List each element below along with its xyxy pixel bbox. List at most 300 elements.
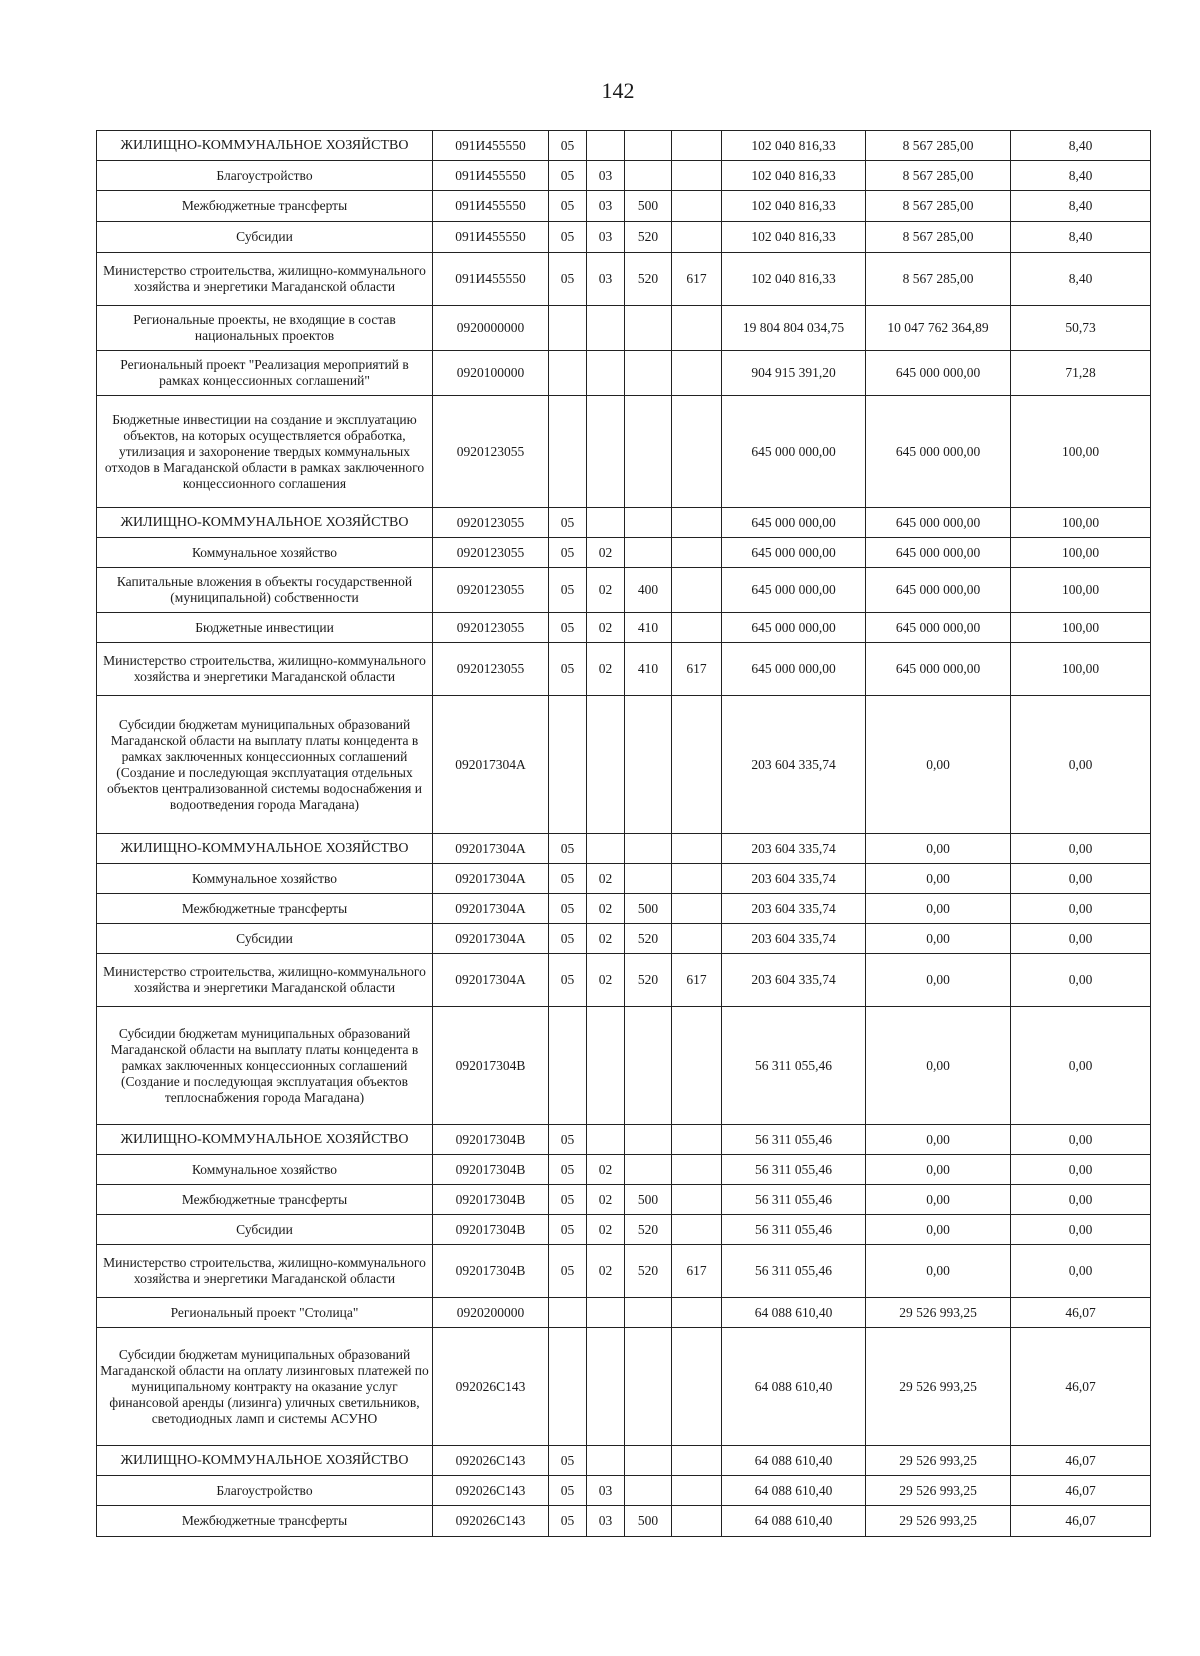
planned-amount: 102 040 816,33 (722, 161, 866, 191)
expense-type-code (625, 1155, 672, 1185)
planned-amount: 645 000 000,00 (722, 396, 866, 508)
executed-amount: 10 047 762 364,89 (866, 306, 1011, 351)
target-article-code: 091И455550 (433, 222, 549, 253)
section-code: 05 (549, 613, 587, 643)
administrator-code (672, 1125, 722, 1155)
execution-percent: 0,00 (1011, 834, 1151, 864)
section-code: 05 (549, 894, 587, 924)
executed-amount: 0,00 (866, 1245, 1011, 1298)
table-row (97, 954, 1151, 1007)
target-article-code: 092026С143 (433, 1328, 549, 1446)
execution-percent: 0,00 (1011, 1125, 1151, 1155)
subsection-code (587, 131, 625, 161)
executed-amount: 8 567 285,00 (866, 191, 1011, 222)
section-code: 05 (549, 1125, 587, 1155)
table-row (97, 538, 1151, 568)
administrator-code (672, 1298, 722, 1328)
table-row (97, 191, 1151, 222)
expense-type-code (625, 1476, 672, 1506)
expense-type-code (625, 508, 672, 538)
target-article-code: 091И455550 (433, 253, 549, 306)
executed-amount: 0,00 (866, 1155, 1011, 1185)
table-row (97, 1125, 1151, 1155)
subsection-code (587, 306, 625, 351)
table-row (97, 1298, 1151, 1328)
row-name: Министерство строительства, жилищно-коммунального хозяйства и энергетики Магаданской области (97, 253, 433, 306)
executed-amount: 0,00 (866, 834, 1011, 864)
planned-amount: 203 604 335,74 (722, 894, 866, 924)
administrator-code (672, 222, 722, 253)
execution-percent: 100,00 (1011, 508, 1151, 538)
planned-amount: 56 311 055,46 (722, 1155, 866, 1185)
target-article-code: 0920123055 (433, 508, 549, 538)
execution-percent: 0,00 (1011, 924, 1151, 954)
expense-type-code (625, 1298, 672, 1328)
subsection-code (587, 1328, 625, 1446)
planned-amount: 56 311 055,46 (722, 1215, 866, 1245)
subsection-code: 02 (587, 954, 625, 1007)
section-code: 05 (549, 1215, 587, 1245)
table-row (97, 643, 1151, 696)
section-code: 05 (549, 924, 587, 954)
administrator-code (672, 538, 722, 568)
administrator-code (672, 1506, 722, 1537)
table-row (97, 568, 1151, 613)
table-row (97, 1215, 1151, 1245)
table-row (97, 1155, 1151, 1185)
table-row (97, 1476, 1151, 1506)
row-name: Министерство строительства, жилищно-коммунального хозяйства и энергетики Магаданской области (97, 1245, 433, 1298)
table-row (97, 1245, 1151, 1298)
section-code (549, 1298, 587, 1328)
target-article-code: 092017304В (433, 1215, 549, 1245)
administrator-code (672, 696, 722, 834)
page-number: 142 (601, 78, 635, 103)
administrator-code (672, 191, 722, 222)
expense-type-code (625, 538, 672, 568)
row-name: Региональный проект "Столица" (97, 1298, 433, 1328)
execution-percent: 0,00 (1011, 1185, 1151, 1215)
expense-type-code: 520 (625, 222, 672, 253)
section-code (549, 696, 587, 834)
row-name: Субсидии (97, 222, 433, 253)
executed-amount: 8 567 285,00 (866, 161, 1011, 191)
subsection-code (587, 1298, 625, 1328)
row-name: Бюджетные инвестиции (97, 613, 433, 643)
target-article-code: 092017304А (433, 864, 549, 894)
row-name: Межбюджетные трансферты (97, 191, 433, 222)
expense-type-code: 520 (625, 1215, 672, 1245)
planned-amount: 645 000 000,00 (722, 613, 866, 643)
execution-percent: 0,00 (1011, 1215, 1151, 1245)
executed-amount: 8 567 285,00 (866, 253, 1011, 306)
execution-percent: 50,73 (1011, 306, 1151, 351)
row-name: Благоустройство (97, 161, 433, 191)
row-name: Межбюджетные трансферты (97, 894, 433, 924)
table-row (97, 696, 1151, 834)
administrator-code (672, 1185, 722, 1215)
row-name: ЖИЛИЩНО-КОММУНАЛЬНОЕ ХОЗЯЙСТВО (97, 1125, 433, 1155)
target-article-code: 0920123055 (433, 643, 549, 696)
planned-amount: 102 040 816,33 (722, 253, 866, 306)
subsection-code: 02 (587, 1215, 625, 1245)
planned-amount: 203 604 335,74 (722, 834, 866, 864)
section-code: 05 (549, 1446, 587, 1476)
execution-percent: 46,07 (1011, 1506, 1151, 1537)
execution-percent: 8,40 (1011, 131, 1151, 161)
executed-amount: 645 000 000,00 (866, 538, 1011, 568)
administrator-code (672, 396, 722, 508)
expense-type-code: 500 (625, 894, 672, 924)
executed-amount: 645 000 000,00 (866, 396, 1011, 508)
expense-type-code: 520 (625, 924, 672, 954)
target-article-code: 092026С143 (433, 1446, 549, 1476)
executed-amount: 29 526 993,25 (866, 1476, 1011, 1506)
executed-amount: 0,00 (866, 1007, 1011, 1125)
expense-type-code (625, 351, 672, 396)
execution-percent: 0,00 (1011, 954, 1151, 1007)
expense-type-code (625, 306, 672, 351)
target-article-code: 091И455550 (433, 191, 549, 222)
row-name: ЖИЛИЩНО-КОММУНАЛЬНОЕ ХОЗЯЙСТВО (97, 834, 433, 864)
expense-type-code (625, 131, 672, 161)
target-article-code: 0920200000 (433, 1298, 549, 1328)
execution-percent: 0,00 (1011, 696, 1151, 834)
expense-type-code (625, 834, 672, 864)
planned-amount: 64 088 610,40 (722, 1298, 866, 1328)
row-name: Региональный проект "Реализация мероприятий в рамках концессионных соглашений" (97, 351, 433, 396)
administrator-code: 617 (672, 1245, 722, 1298)
subsection-code: 03 (587, 1506, 625, 1537)
target-article-code: 0920123055 (433, 396, 549, 508)
subsection-code: 02 (587, 924, 625, 954)
row-name: ЖИЛИЩНО-КОММУНАЛЬНОЕ ХОЗЯЙСТВО (97, 131, 433, 161)
section-code: 05 (549, 538, 587, 568)
row-name: ЖИЛИЩНО-КОММУНАЛЬНОЕ ХОЗЯЙСТВО (97, 508, 433, 538)
subsection-code: 03 (587, 161, 625, 191)
table-row (97, 894, 1151, 924)
planned-amount: 102 040 816,33 (722, 222, 866, 253)
table-body (97, 131, 1151, 1537)
target-article-code: 0920123055 (433, 538, 549, 568)
expense-type-code (625, 864, 672, 894)
execution-percent: 8,40 (1011, 161, 1151, 191)
row-name: Субсидии бюджетам муниципальных образований Магаданской области на выплату платы концедента в рамках заключенных концессионных соглашений (Создание и последующая эксплуатация объектов теплоснабжения города Магадана) (97, 1007, 433, 1125)
subsection-code (587, 351, 625, 396)
section-code (549, 396, 587, 508)
section-code: 05 (549, 191, 587, 222)
administrator-code (672, 568, 722, 613)
administrator-code: 617 (672, 643, 722, 696)
executed-amount: 0,00 (866, 924, 1011, 954)
target-article-code: 092017304А (433, 834, 549, 864)
table-row (97, 613, 1151, 643)
section-code: 05 (549, 253, 587, 306)
table-row (97, 834, 1151, 864)
planned-amount: 203 604 335,74 (722, 954, 866, 1007)
section-code (549, 306, 587, 351)
target-article-code: 0920100000 (433, 351, 549, 396)
table-row (97, 161, 1151, 191)
row-name: Коммунальное хозяйство (97, 864, 433, 894)
subsection-code: 02 (587, 1245, 625, 1298)
table-row (97, 924, 1151, 954)
target-article-code: 092017304В (433, 1185, 549, 1215)
target-article-code: 092017304В (433, 1125, 549, 1155)
budget-table (96, 130, 1151, 1537)
administrator-code (672, 924, 722, 954)
section-code: 05 (549, 1185, 587, 1215)
row-name: Субсидии бюджетам муниципальных образований Магаданской области на оплату лизинговых платежей по муниципальному контракту на оказание услуг финансовой аренды (лизинга) уличных светильников, светодиодных ламп и системы АСУНО (97, 1328, 433, 1446)
section-code: 05 (549, 864, 587, 894)
administrator-code (672, 1007, 722, 1125)
section-code (549, 1007, 587, 1125)
planned-amount: 102 040 816,33 (722, 131, 866, 161)
execution-percent: 71,28 (1011, 351, 1151, 396)
administrator-code (672, 351, 722, 396)
executed-amount: 645 000 000,00 (866, 568, 1011, 613)
planned-amount: 645 000 000,00 (722, 643, 866, 696)
executed-amount: 645 000 000,00 (866, 643, 1011, 696)
expense-type-code: 500 (625, 191, 672, 222)
planned-amount: 64 088 610,40 (722, 1328, 866, 1446)
administrator-code (672, 131, 722, 161)
execution-percent: 0,00 (1011, 864, 1151, 894)
target-article-code: 092017304А (433, 696, 549, 834)
execution-percent: 46,07 (1011, 1476, 1151, 1506)
subsection-code: 02 (587, 538, 625, 568)
table-row (97, 396, 1151, 508)
executed-amount: 0,00 (866, 696, 1011, 834)
subsection-code: 02 (587, 568, 625, 613)
section-code: 05 (549, 643, 587, 696)
execution-percent: 8,40 (1011, 253, 1151, 306)
section-code: 05 (549, 568, 587, 613)
executed-amount: 645 000 000,00 (866, 508, 1011, 538)
planned-amount: 904 915 391,20 (722, 351, 866, 396)
execution-percent: 100,00 (1011, 613, 1151, 643)
expense-type-code: 400 (625, 568, 672, 613)
row-name: Субсидии (97, 1215, 433, 1245)
execution-percent: 100,00 (1011, 568, 1151, 613)
expense-type-code: 500 (625, 1185, 672, 1215)
subsection-code (587, 508, 625, 538)
target-article-code: 091И455550 (433, 161, 549, 191)
row-name: Коммунальное хозяйство (97, 538, 433, 568)
administrator-code (672, 1446, 722, 1476)
executed-amount: 29 526 993,25 (866, 1446, 1011, 1476)
administrator-code (672, 1155, 722, 1185)
expense-type-code: 520 (625, 954, 672, 1007)
subsection-code (587, 1007, 625, 1125)
executed-amount: 0,00 (866, 954, 1011, 1007)
execution-percent: 46,07 (1011, 1446, 1151, 1476)
row-name: Министерство строительства, жилищно-коммунального хозяйства и энергетики Магаданской области (97, 954, 433, 1007)
section-code: 05 (549, 1476, 587, 1506)
section-code: 05 (549, 834, 587, 864)
planned-amount: 56 311 055,46 (722, 1125, 866, 1155)
target-article-code: 092017304А (433, 894, 549, 924)
row-name: Коммунальное хозяйство (97, 1155, 433, 1185)
section-code: 05 (549, 161, 587, 191)
execution-percent: 46,07 (1011, 1328, 1151, 1446)
section-code (549, 351, 587, 396)
expense-type-code: 500 (625, 1506, 672, 1537)
table-row (97, 1506, 1151, 1537)
planned-amount: 645 000 000,00 (722, 568, 866, 613)
expense-type-code (625, 1328, 672, 1446)
execution-percent: 0,00 (1011, 1155, 1151, 1185)
section-code: 05 (549, 508, 587, 538)
executed-amount: 0,00 (866, 1215, 1011, 1245)
target-article-code: 092026С143 (433, 1476, 549, 1506)
executed-amount: 29 526 993,25 (866, 1328, 1011, 1446)
execution-percent: 100,00 (1011, 538, 1151, 568)
subsection-code: 03 (587, 1476, 625, 1506)
execution-percent: 8,40 (1011, 222, 1151, 253)
subsection-code: 02 (587, 894, 625, 924)
subsection-code: 02 (587, 1155, 625, 1185)
planned-amount: 102 040 816,33 (722, 191, 866, 222)
section-code: 05 (549, 954, 587, 1007)
target-article-code: 092017304В (433, 1245, 549, 1298)
row-name: Капитальные вложения в объекты государственной (муниципальной) собственности (97, 568, 433, 613)
expense-type-code: 520 (625, 253, 672, 306)
execution-percent: 8,40 (1011, 191, 1151, 222)
executed-amount: 0,00 (866, 894, 1011, 924)
target-article-code: 092017304А (433, 924, 549, 954)
subsection-code: 02 (587, 1185, 625, 1215)
planned-amount: 645 000 000,00 (722, 538, 866, 568)
subsection-code: 02 (587, 643, 625, 696)
table-row (97, 508, 1151, 538)
administrator-code: 617 (672, 253, 722, 306)
planned-amount: 203 604 335,74 (722, 864, 866, 894)
executed-amount: 8 567 285,00 (866, 131, 1011, 161)
table-row (97, 351, 1151, 396)
table-row (97, 131, 1151, 161)
administrator-code (672, 834, 722, 864)
section-code: 05 (549, 1245, 587, 1298)
executed-amount: 645 000 000,00 (866, 613, 1011, 643)
executed-amount: 8 567 285,00 (866, 222, 1011, 253)
subsection-code (587, 834, 625, 864)
table-row (97, 864, 1151, 894)
expense-type-code (625, 1446, 672, 1476)
section-code: 05 (549, 131, 587, 161)
subsection-code (587, 396, 625, 508)
executed-amount: 0,00 (866, 1185, 1011, 1215)
section-code: 05 (549, 222, 587, 253)
expense-type-code (625, 696, 672, 834)
table-row (97, 222, 1151, 253)
table-row (97, 253, 1151, 306)
table-row (97, 306, 1151, 351)
target-article-code: 0920000000 (433, 306, 549, 351)
row-name: Межбюджетные трансферты (97, 1506, 433, 1537)
executed-amount: 29 526 993,25 (866, 1298, 1011, 1328)
subsection-code: 03 (587, 253, 625, 306)
row-name: Региональные проекты, не входящие в состав национальных проектов (97, 306, 433, 351)
administrator-code (672, 508, 722, 538)
planned-amount: 203 604 335,74 (722, 696, 866, 834)
planned-amount: 19 804 804 034,75 (722, 306, 866, 351)
planned-amount: 64 088 610,40 (722, 1476, 866, 1506)
subsection-code (587, 1125, 625, 1155)
planned-amount: 203 604 335,74 (722, 924, 866, 954)
target-article-code: 092017304В (433, 1007, 549, 1125)
executed-amount: 0,00 (866, 1125, 1011, 1155)
target-article-code: 092026С143 (433, 1506, 549, 1537)
expense-type-code (625, 161, 672, 191)
section-code: 05 (549, 1155, 587, 1185)
planned-amount: 645 000 000,00 (722, 508, 866, 538)
table-row (97, 1446, 1151, 1476)
target-article-code: 092017304В (433, 1155, 549, 1185)
target-article-code: 0920123055 (433, 613, 549, 643)
target-article-code: 091И455550 (433, 131, 549, 161)
planned-amount: 56 311 055,46 (722, 1185, 866, 1215)
row-name: Благоустройство (97, 1476, 433, 1506)
subsection-code: 03 (587, 222, 625, 253)
executed-amount: 29 526 993,25 (866, 1506, 1011, 1537)
administrator-code (672, 161, 722, 191)
subsection-code: 02 (587, 864, 625, 894)
execution-percent: 46,07 (1011, 1298, 1151, 1328)
expense-type-code: 520 (625, 1245, 672, 1298)
row-name: Межбюджетные трансферты (97, 1185, 433, 1215)
target-article-code: 0920123055 (433, 568, 549, 613)
table-row (97, 1328, 1151, 1446)
table-row (97, 1007, 1151, 1125)
expense-type-code (625, 1007, 672, 1125)
expense-type-code: 410 (625, 643, 672, 696)
row-name: Бюджетные инвестиции на создание и эксплуатацию объектов, на которых осуществляется обработка, утилизация и захоронение твердых коммунальных отходов в Магаданской области в рамках заключенного концессионного соглашения (97, 396, 433, 508)
row-name: Субсидии (97, 924, 433, 954)
administrator-code (672, 1328, 722, 1446)
administrator-code (672, 1476, 722, 1506)
table-row (97, 1185, 1151, 1215)
subsection-code (587, 696, 625, 834)
execution-percent: 100,00 (1011, 643, 1151, 696)
execution-percent: 100,00 (1011, 396, 1151, 508)
subsection-code (587, 1446, 625, 1476)
planned-amount: 56 311 055,46 (722, 1245, 866, 1298)
section-code: 05 (549, 1506, 587, 1537)
expense-type-code: 410 (625, 613, 672, 643)
subsection-code: 03 (587, 191, 625, 222)
row-name: Субсидии бюджетам муниципальных образований Магаданской области на выплату платы концедента в рамках заключенных концессионных соглашений (Создание и последующая эксплуатация отдельных объектов централизованной системы водоснабжения и водоотведения города Магадана) (97, 696, 433, 834)
execution-percent: 0,00 (1011, 1007, 1151, 1125)
planned-amount: 56 311 055,46 (722, 1007, 866, 1125)
execution-percent: 0,00 (1011, 1245, 1151, 1298)
planned-amount: 64 088 610,40 (722, 1446, 866, 1476)
execution-percent: 0,00 (1011, 894, 1151, 924)
expense-type-code (625, 396, 672, 508)
administrator-code (672, 1215, 722, 1245)
executed-amount: 0,00 (866, 864, 1011, 894)
administrator-code (672, 613, 722, 643)
target-article-code: 092017304А (433, 954, 549, 1007)
administrator-code: 617 (672, 954, 722, 1007)
row-name: ЖИЛИЩНО-КОММУНАЛЬНОЕ ХОЗЯЙСТВО (97, 1446, 433, 1476)
section-code (549, 1328, 587, 1446)
administrator-code (672, 894, 722, 924)
row-name: Министерство строительства, жилищно-коммунального хозяйства и энергетики Магаданской области (97, 643, 433, 696)
subsection-code: 02 (587, 613, 625, 643)
planned-amount: 64 088 610,40 (722, 1506, 866, 1537)
expense-type-code (625, 1125, 672, 1155)
